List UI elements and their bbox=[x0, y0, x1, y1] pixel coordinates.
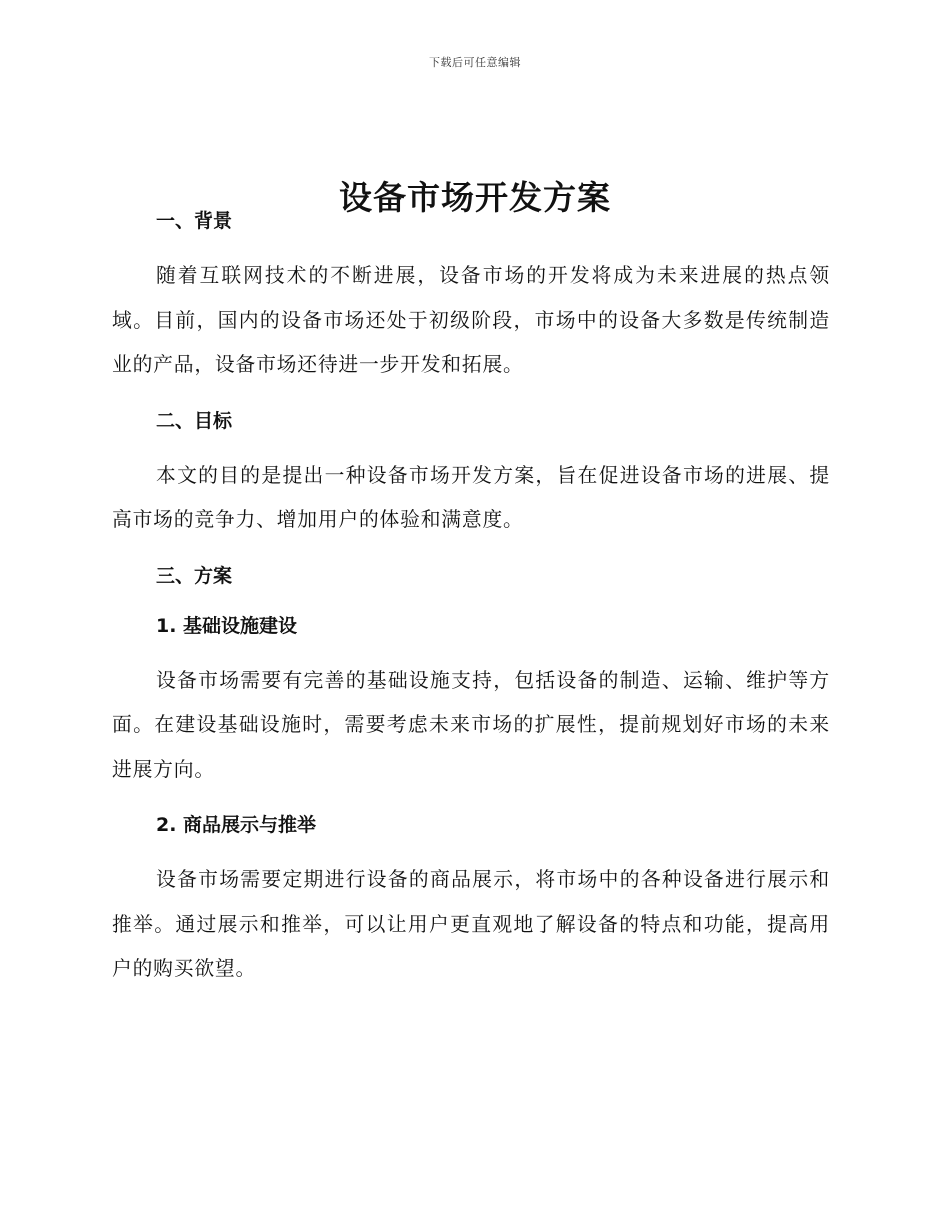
paragraph-infrastructure: 设备市场需要有完善的基础设施支持，包括设备的制造、运输、维护等方面。在建设基础设施时，需要考虑未来市场的扩展性，提前规划好市场的未来进展方向。 bbox=[112, 668, 830, 781]
section-heading-goal: 二、目标 bbox=[156, 409, 233, 432]
header-note: 下载后可任意编辑 bbox=[429, 56, 521, 69]
subheading-showcase: 2. 商品展示与推举 bbox=[156, 814, 317, 836]
document-title: 设备市场开发方案 bbox=[339, 178, 611, 218]
paragraph-goal: 本文的目的是提出一种设备市场开发方案，旨在促进设备市场的进展、提高市场的竞争力、增加用户的体验和满意度。 bbox=[112, 463, 830, 531]
subheading-infrastructure: 1. 基础设施建设 bbox=[156, 614, 298, 637]
document-body bbox=[112, 204, 830, 992]
paragraph-showcase: 设备市场需要定期进行设备的商品展示，将市场中的各种设备进行展示和推举。通过展示和推举，可以让用户更直观地了解设备的特点和功能，提高用户的购买欲望。 bbox=[112, 868, 830, 980]
section-heading-plan: 三、方案 bbox=[156, 564, 233, 587]
paragraph-background: 随着互联网技术的不断进展，设备市场的开发将成为未来进展的热点领域。目前，国内的设备市场还处于初级阶段，市场中的设备大多数是传统制造业的产品，设备市场还待进一步开发和拓展。 bbox=[112, 264, 830, 376]
section-heading-background: 一、背景 bbox=[156, 210, 233, 232]
